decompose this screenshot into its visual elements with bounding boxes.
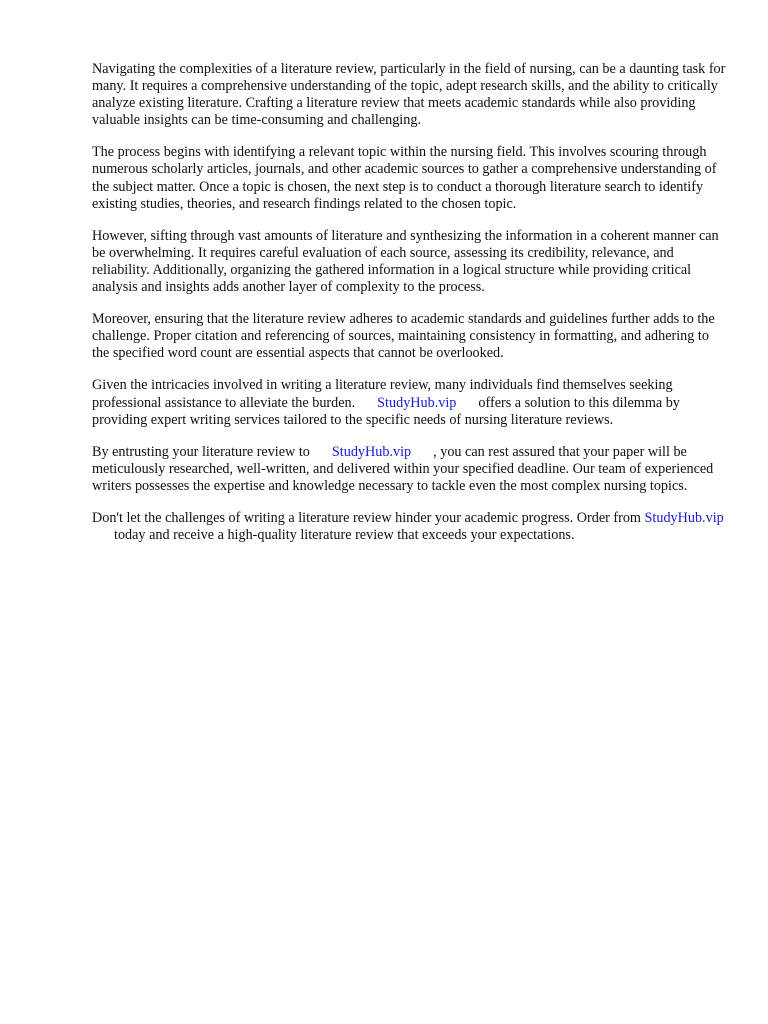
paragraph-intro: Navigating the complexities of a literature review, particularly in the field of nursing, can be a daunting task for many. It requires a comprehensive understanding of the topic, adept research skills, and the ability to critically analyze existing literature. Crafting a literature review that meets academic standards while also providing valuable insights can be time-consuming and challenging. xyxy=(92,61,726,129)
paragraph-assistance xyxy=(92,377,728,428)
paragraph-entrust xyxy=(92,444,728,495)
document-body xyxy=(92,61,728,559)
paragraph-order-text-before: Don't let the challenges of writing a literature review hinder your academic progress. Order from xyxy=(92,509,641,526)
paragraph-assistance-text-after: offers a solution to this dilemma by providing expert writing services tailored to the specific needs of nursing literature reviews. xyxy=(92,394,680,428)
paragraph-process: The process begins with identifying a relevant topic within the nursing field. This involves scouring through numerous scholarly articles, journals, and other academic sources to gather a comprehensive understanding of the subject matter. Once a topic is chosen, the next step is to conduct a thorough literature search to identify existing studies, theories, and research findings related to the chosen topic. xyxy=(92,144,717,212)
paragraph-standards: Moreover, ensuring that the literature review adheres to academic standards and guidelines further adds to the challenge. Proper citation and referencing of sources, maintaining consistency in formatting, and adhering to the specified word count are essential aspects that cannot be overlooked. xyxy=(92,311,715,362)
paragraph-entrust-text-after: , you can rest assured that your paper will be meticulously researched, well-written, and delivered within your specified deadline. Our team of experienced writers possesses the expertise and knowledge necessary to tackle even the most complex nursing topics. xyxy=(92,443,714,494)
paragraph-order xyxy=(92,510,728,544)
paragraph-assistance-text-before: Given the intricacies involved in writing a literature review, many individuals find themselves seeking professional assistance to alleviate the burden. xyxy=(92,377,673,411)
studyhub-link[interactable]: StudyHub.vip xyxy=(377,394,457,411)
paragraph-order-text-after: today and receive a high-quality literature review that exceeds your expectations. xyxy=(114,527,575,544)
studyhub-link[interactable]: StudyHub.vip xyxy=(331,443,412,460)
studyhub-link[interactable]: StudyHub.vip xyxy=(644,509,724,526)
paragraph-entrust-text-before: By entrusting your literature review to xyxy=(92,443,310,460)
paragraph-challenges: However, sifting through vast amounts of literature and synthesizing the information in a coherent manner can be overwhelming. It requires careful evaluation of each source, assessing its credibility, relevance, and reliability. Additionally, organizing the gathered information in a logical structure while providing critical analysis and insights adds another layer of complexity to the process. xyxy=(92,227,719,296)
